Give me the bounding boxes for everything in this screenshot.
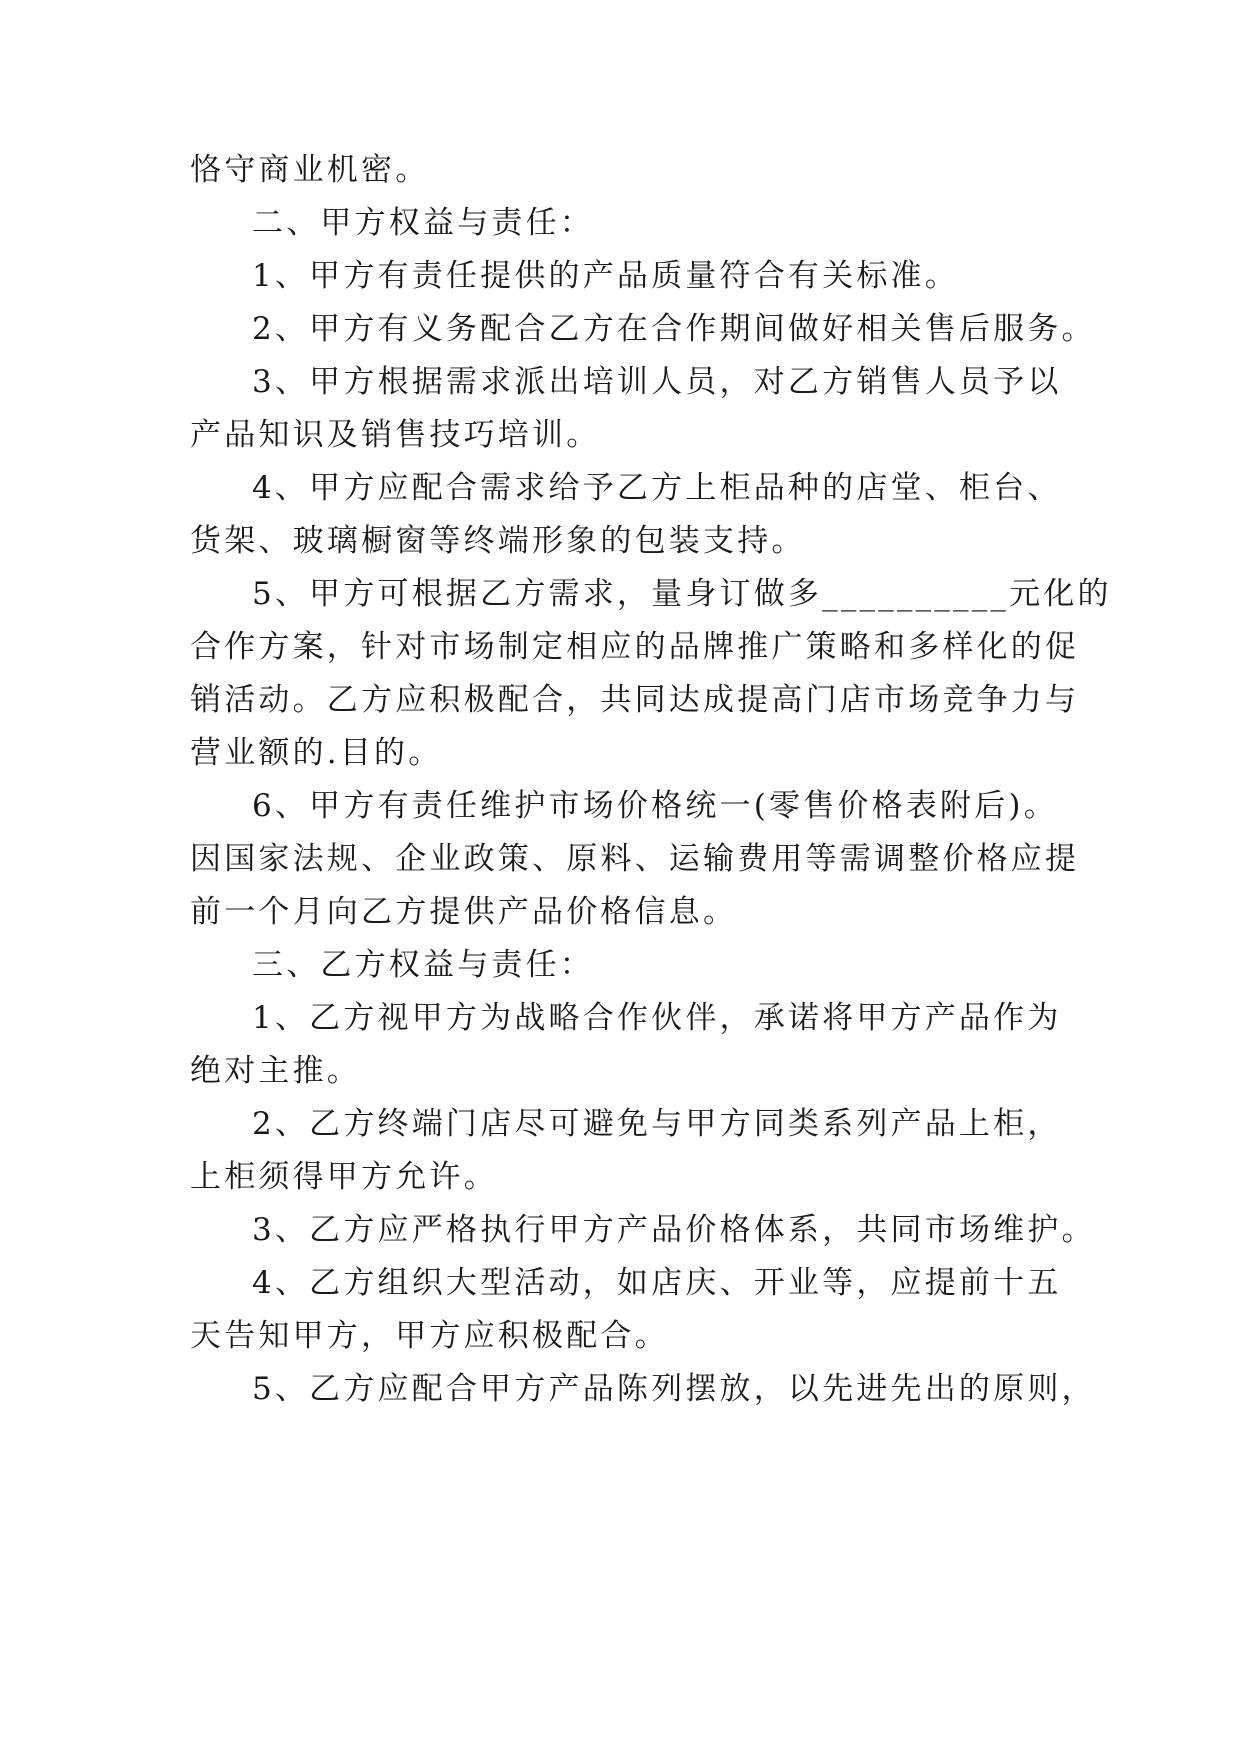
- text-line: 销活动。乙方应积极配合，共同达成提高门店市场竞争力与: [190, 682, 1080, 718]
- text-line: 绝对主推。: [190, 1053, 361, 1089]
- text-line: 产品知识及销售技巧培训。: [190, 417, 601, 453]
- text-line: 4、甲方应配合需求给予乙方上柜品种的店堂、柜台、: [252, 470, 1062, 506]
- text-line: 合作方案，针对市场制定相应的品牌推广策略和多样化的促: [190, 629, 1080, 665]
- text-line: 3、乙方应严格执行甲方产品价格体系，共同市场维护。: [252, 1212, 1096, 1248]
- text-line: 6、甲方有责任维护市场价格统一(零售价格表附后)。: [252, 788, 1058, 824]
- text-line: 前一个月向乙方提供产品价格信息。: [190, 894, 738, 930]
- text-line: 天告知甲方，甲方应积极配合。: [190, 1318, 669, 1354]
- section-heading: 三、乙方权益与责任：: [252, 947, 594, 983]
- text-line: 营业额的.目的。: [190, 735, 443, 771]
- text-line: 5、乙方应配合甲方产品陈列摆放，以先进先出的原则，: [252, 1371, 1096, 1407]
- section-heading: 二、甲方权益与责任：: [252, 205, 594, 241]
- text-line: 2、乙方终端门店尽可避免与甲方同类系列产品上柜，: [252, 1106, 1062, 1142]
- text-line: 1、甲方有责任提供的产品质量符合有关标准。: [252, 258, 959, 294]
- text-line: 1、乙方视甲方为战略合作伙伴，承诺将甲方产品作为: [252, 1000, 1062, 1036]
- text-line: 5、甲方可根据乙方需求，量身订做多__________元化的: [252, 576, 1112, 612]
- text-line: 2、甲方有义务配合乙方在合作期间做好相关售后服务。: [252, 311, 1096, 347]
- text-line: 恪守商业机密。: [190, 152, 430, 188]
- text-line: 4、乙方组织大型活动，如店庆、开业等，应提前十五: [252, 1265, 1062, 1301]
- text-line: 上柜须得甲方允许。: [190, 1159, 498, 1195]
- text-line: 货架、玻璃橱窗等终端形象的包装支持。: [190, 523, 806, 559]
- text-line: 3、甲方根据需求派出培训人员，对乙方销售人员予以: [252, 364, 1062, 400]
- text-line: 因国家法规、企业政策、原料、运输费用等需调整价格应提: [190, 841, 1080, 877]
